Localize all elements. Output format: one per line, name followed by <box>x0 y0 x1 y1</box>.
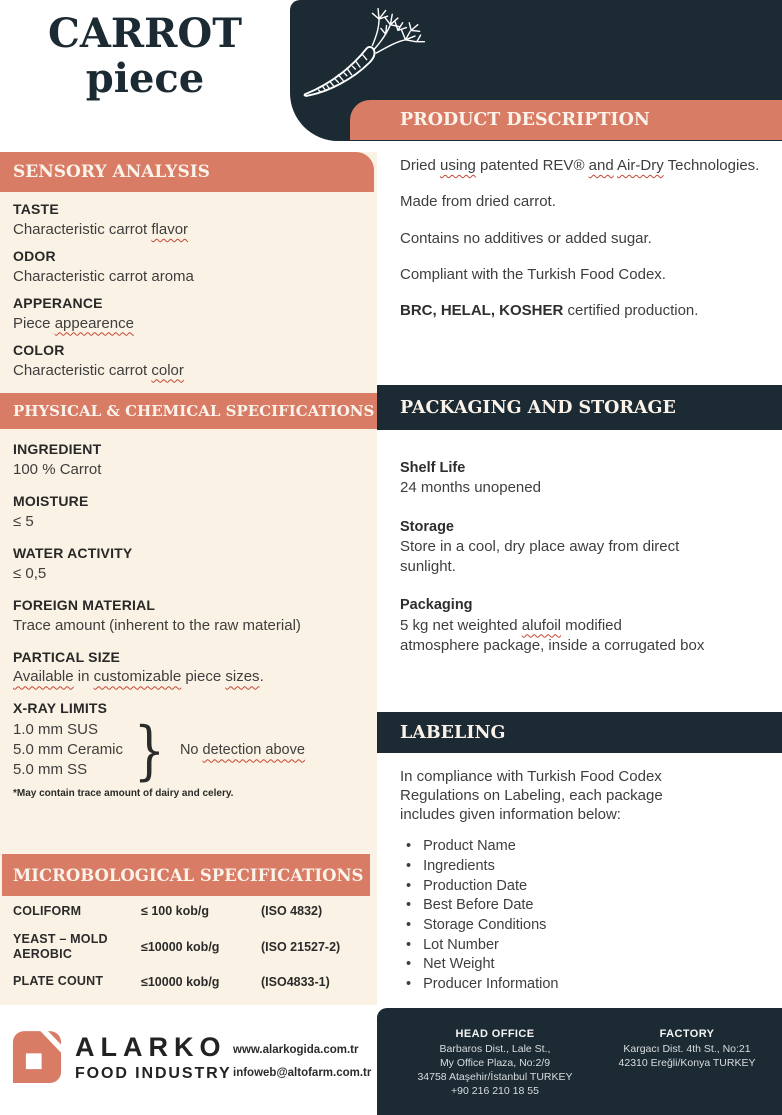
sensory-content <box>13 200 361 388</box>
address-line: 34758 Ataşehir/İstanbul TURKEY <box>417 1070 573 1083</box>
xray-limits-block <box>13 699 363 788</box>
spec-value: Characteristic carrot aroma <box>13 267 194 285</box>
packaging-value: 24 months unopened <box>400 479 541 497</box>
micro-row-name: COLIFORM <box>13 904 82 918</box>
head-office-column <box>389 1028 601 1115</box>
description-paragraph: Compliant with the Turkish Food Codex. <box>400 265 666 283</box>
logo-text <box>75 1031 232 1083</box>
factory-column <box>601 1028 773 1115</box>
contact-block <box>233 1044 371 1090</box>
spec-label: INGREDIENT <box>13 441 102 457</box>
email-text: infoweb@altofarm.com.tr <box>233 1067 372 1079</box>
allergen-footnote: *May contain trace amount of dairy and celery. <box>13 788 234 800</box>
section-header-label: PACKAGING AND STORAGE <box>400 397 676 418</box>
micro-row-limit: ≤10000 kob/g <box>141 974 220 989</box>
xray-line: 1.0 mm SUS <box>13 721 99 739</box>
spec-value: Characteristic carrot color <box>13 361 184 379</box>
page-title-line1: CARROT <box>48 10 242 57</box>
spec-item <box>13 247 361 287</box>
section-header-product-description <box>350 100 782 140</box>
bullet-item: • Storage Conditions <box>400 917 712 935</box>
labeling-content <box>400 768 712 996</box>
spec-value: ≤ 0,5 <box>13 564 47 582</box>
company-logo <box>12 1030 232 1086</box>
spec-item <box>13 200 361 240</box>
packaging-item <box>400 595 712 656</box>
labeling-bullet-list <box>400 838 712 994</box>
address-line: Barbaros Dist., Lale St., <box>439 1043 551 1055</box>
section-header-physical-chemical <box>0 393 377 429</box>
packaging-label: Packaging <box>400 597 473 614</box>
section-header-sensory-analysis <box>0 152 374 192</box>
website-text: www.alarkogida.com.tr <box>233 1044 359 1056</box>
packaging-item <box>400 458 712 499</box>
alarko-logo-icon <box>12 1030 62 1086</box>
left-specs-panel <box>0 152 377 1005</box>
spec-item <box>13 294 361 334</box>
spec-label: COLOR <box>13 341 65 358</box>
factory-address <box>601 1043 773 1071</box>
section-header-labeling <box>377 712 782 753</box>
xray-line: 5.0 mm Ceramic <box>13 741 124 759</box>
spec-value: Piece appearence <box>13 314 134 332</box>
bullet-item: • Best Before Date <box>400 897 712 915</box>
micro-row-method: (ISO 4832) <box>261 904 323 919</box>
spec-value: 100 % Carrot <box>13 460 102 478</box>
micro-row-method: (ISO4833-1) <box>261 974 330 989</box>
brace-glyph: } <box>133 712 166 788</box>
spec-item <box>13 648 363 688</box>
micro-row-method: (ISO 21527-2) <box>261 939 341 954</box>
spec-value: Available in customizable piece sizes. <box>13 668 264 686</box>
section-header-label: SENSORY ANALYSIS <box>13 162 210 182</box>
packaging-content <box>400 458 712 674</box>
description-paragraph: BRC, HELAL, KOSHER certified production. <box>400 302 699 319</box>
address-line: My Office Plaza, No:2/9 <box>439 1056 551 1069</box>
xray-lines <box>13 720 123 780</box>
spec-label: APPERANCE <box>13 294 103 311</box>
address-line: Kargacı Dist. 4th St., No:21 <box>623 1043 751 1055</box>
spec-label: MOISTURE <box>13 492 89 509</box>
spec-label: TASTE <box>13 201 59 217</box>
section-header-microbiological <box>2 854 370 896</box>
bullet-item: • Producer Information <box>400 976 712 994</box>
address-line: +90 216 210 18 55 <box>451 1084 539 1097</box>
section-header-label: LABELING <box>400 722 506 743</box>
spec-item <box>13 341 361 381</box>
xray-note: No detection above <box>179 742 305 759</box>
description-paragraph: Made from dried carrot. <box>400 193 556 211</box>
bullet-item: • Product Name <box>400 838 712 856</box>
micro-row-name: PLATE COUNT <box>13 974 104 989</box>
page-title-line2: piece <box>85 54 205 102</box>
page-title <box>18 12 272 102</box>
spec-item <box>13 596 363 636</box>
packaging-value: Store in a cool, dry place away from direct sunlight. <box>400 537 680 576</box>
spec-label: WATER ACTIVITY <box>13 544 133 561</box>
bullet-item: • Net Weight <box>400 956 712 974</box>
bullet-item: • Ingredients <box>400 858 712 876</box>
head-office-title: HEAD OFFICE <box>455 1028 535 1040</box>
xray-line: 5.0 mm SS <box>13 761 88 779</box>
company-name: ALARKO <box>75 1031 227 1062</box>
section-header-label: PRODUCT DESCRIPTION <box>400 110 650 130</box>
spec-label: ODOR <box>13 247 56 264</box>
spec-item <box>13 544 363 584</box>
packaging-value: 5 kg net weighted alufoil modified atmosphere package, inside a corrugated box <box>400 616 705 654</box>
description-paragraph: Contains no additives or added sugar. <box>400 229 652 247</box>
bullet-item: • Lot Number <box>400 937 712 955</box>
packaging-item <box>400 517 712 578</box>
physical-content <box>13 440 363 799</box>
spec-label: PARTICAL SIZE <box>13 648 121 665</box>
company-tagline: FOOD INDUSTRY <box>75 1064 232 1082</box>
footer-address-block <box>377 1008 782 1115</box>
factory-title: FACTORY <box>659 1028 715 1040</box>
head-office-address <box>389 1043 601 1098</box>
section-header-label: PHYSICAL & CHEMICAL SPECIFICATIONS <box>13 402 375 420</box>
spec-value: ≤ 5 <box>13 512 34 530</box>
spec-label: X-RAY LIMITS <box>13 700 108 717</box>
bullet-item: • Production Date <box>400 878 712 896</box>
section-header-packaging-storage <box>377 385 782 430</box>
spec-value: Trace amount (inherent to the raw material) <box>13 616 301 634</box>
spec-value: Characteristic carrot flavor <box>13 220 189 238</box>
product-description-content <box>400 156 778 337</box>
description-paragraph: Dried using patented REV® and Air-Dry Technologies. <box>400 157 760 174</box>
carrot-illustration <box>294 2 430 106</box>
packaging-label: Shelf Life <box>400 460 466 476</box>
packaging-label: Storage <box>400 518 454 535</box>
micro-row-limit: ≤ 100 kob/g <box>141 904 209 919</box>
address-line: 42310 Ereğli/Konya TURKEY <box>618 1056 756 1069</box>
micro-row-name: YEAST – MOLD AEROBIC <box>13 931 108 961</box>
micro-row-limit: ≤10000 kob/g <box>141 939 220 954</box>
spec-item <box>13 440 363 480</box>
xray-row <box>13 712 363 788</box>
section-header-label: MICROBOLOGICAL SPECIFICATIONS <box>13 865 364 885</box>
spec-item <box>13 492 363 532</box>
spec-label: FOREIGN MATERIAL <box>13 596 156 613</box>
micro-table <box>13 904 369 989</box>
labeling-intro: In compliance with Turkish Food Codex Regulations on Labeling, each package includes given information below: <box>400 768 663 823</box>
